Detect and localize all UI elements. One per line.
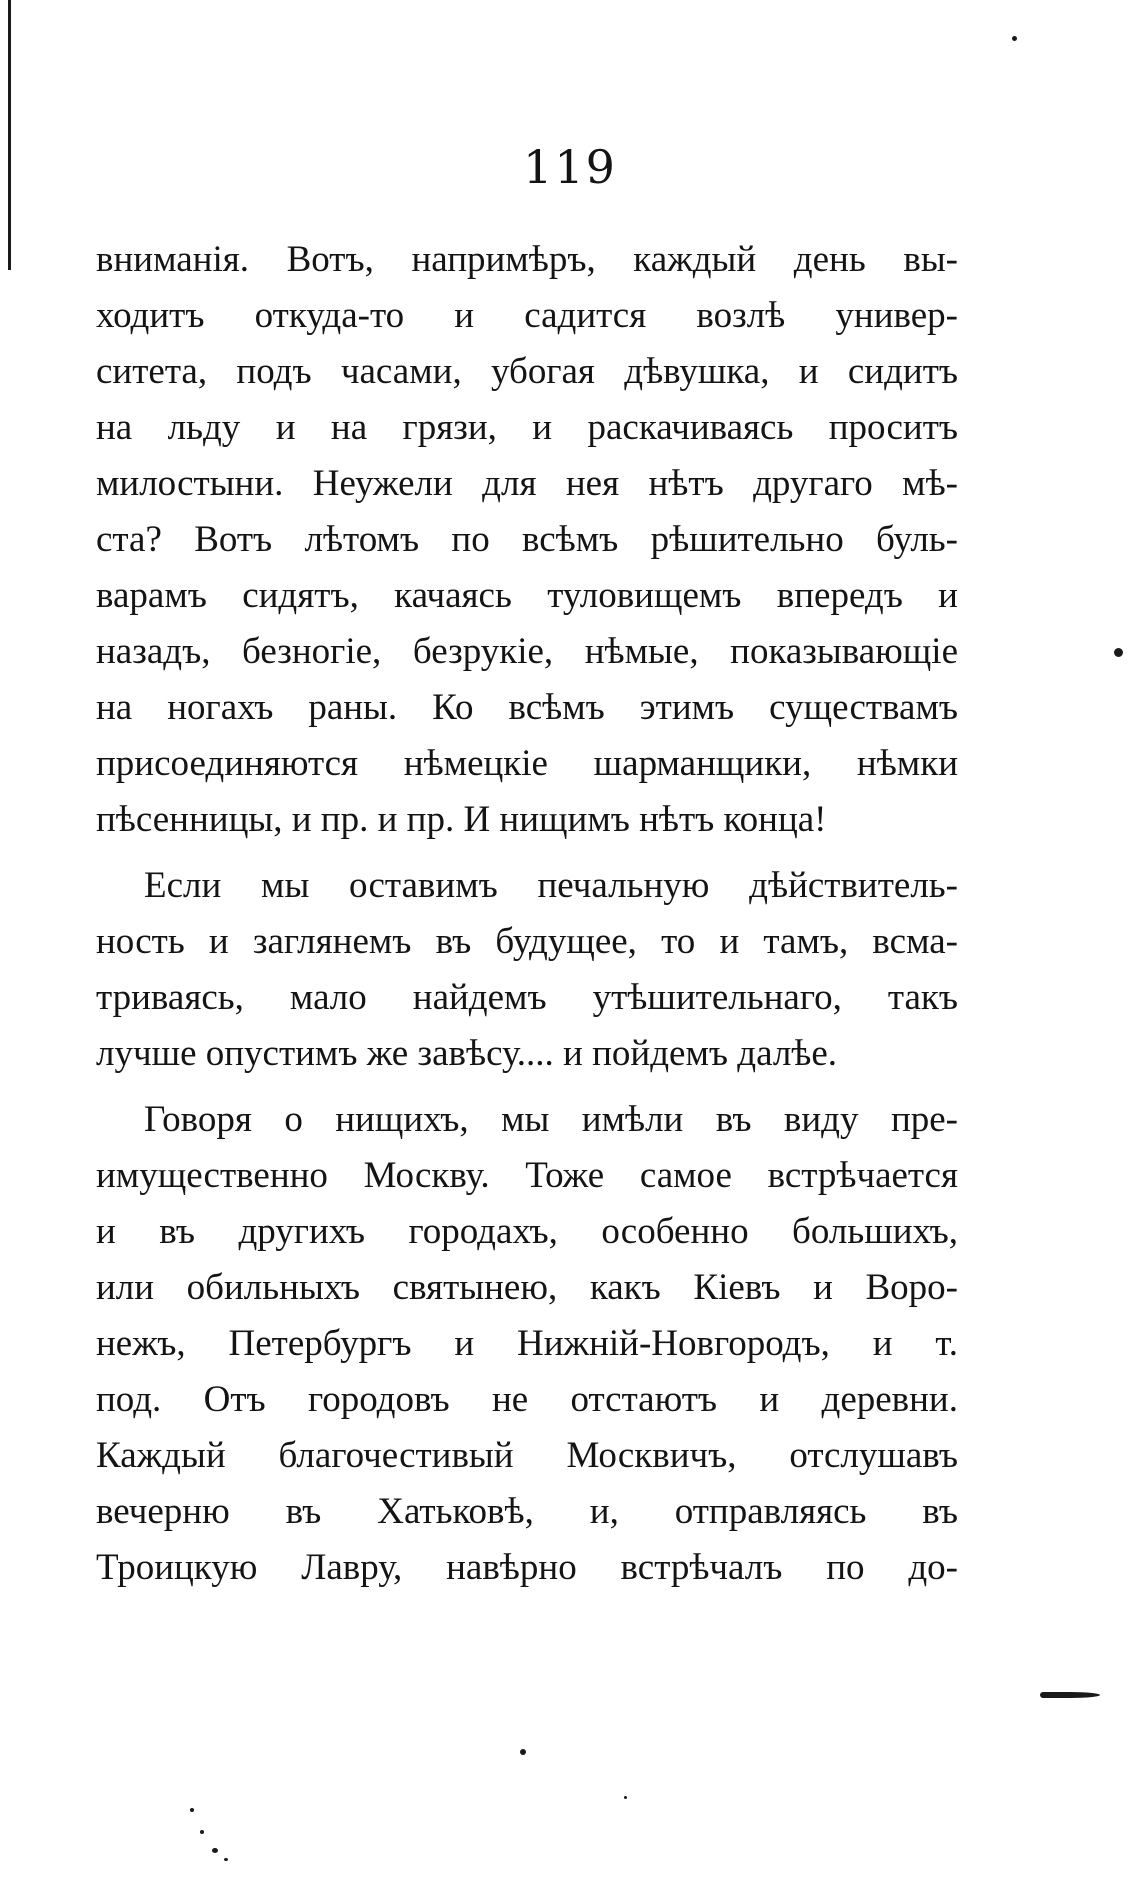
text-line: имущественно Москву. Тоже самое встрѣчается <box>96 1155 958 1196</box>
text-line: Троицкую Лавру, навѣрно встрѣчалъ по до- <box>96 1547 958 1588</box>
text-line: варамъ сидятъ, качаясь туловищемъ впередъ и <box>96 575 958 616</box>
paragraph-gap <box>96 1082 958 1092</box>
text-line: ста? Вотъ лѣтомъ по всѣмъ рѣшительно буль- <box>96 519 958 560</box>
ink-speck <box>212 1848 218 1853</box>
text-line: лучше опустимъ же завѣсу.... и пойдемъ далѣе. <box>96 1033 838 1074</box>
text-line: Каждый благочестивый Москвичъ, отслушавъ <box>96 1435 958 1476</box>
page-edge-rule <box>8 0 11 270</box>
text-line: или обильныхъ святынею, какъ Кіевъ и Воро- <box>96 1267 958 1308</box>
text-line: пѣсенницы, и пр. и пр. И нищимъ нѣтъ конца! <box>96 799 827 840</box>
text-line: ность и заглянемъ въ будущее, то и тамъ, всма- <box>96 921 958 962</box>
body-text <box>96 232 958 1596</box>
text-line: Если мы оставимъ печальную дѣйствитель- <box>144 865 958 906</box>
text-line: присоединяются нѣмецкіе шарманщики, нѣмки <box>96 743 958 784</box>
ink-speck <box>200 1830 204 1834</box>
text-line: назадъ, безногіе, безрукіе, нѣмые, показывающіе <box>96 631 958 672</box>
text-line: ходитъ откуда-то и садится возлѣ универ- <box>96 295 958 336</box>
text-line: и въ другихъ городахъ, особенно большихъ, <box>96 1211 958 1252</box>
ink-dash-mark <box>1040 1692 1100 1698</box>
text-line: ситета, подъ часами, убогая дѣвушка, и сидитъ <box>96 351 958 392</box>
page-number: 119 <box>523 140 617 194</box>
text-line: вниманія. Вотъ, напримѣръ, каждый день вы- <box>96 239 958 280</box>
ink-speck <box>224 1858 228 1861</box>
text-line: Говоря о нищихъ, мы имѣли въ виду пре- <box>144 1099 958 1140</box>
text-line: на льду и на грязи, и раскачиваясь проситъ <box>96 407 958 448</box>
ink-speck <box>1012 36 1017 41</box>
text-line: нежъ, Петербургъ и Нижній-Новгородъ, и т. <box>96 1323 958 1364</box>
text-line: триваясь, мало найдемъ утѣшительнаго, такъ <box>96 977 958 1018</box>
ink-speck <box>520 1749 526 1755</box>
paragraph-gap <box>96 848 958 858</box>
text-line: под. Отъ городовъ не отстаютъ и деревни. <box>96 1379 958 1420</box>
ink-speck <box>190 1808 194 1812</box>
text-line: на ногахъ раны. Ко всѣмъ этимъ существамъ <box>96 687 958 728</box>
ink-speck <box>1114 648 1123 657</box>
text-line: милостыни. Неужели для нея нѣтъ другаго мѣ- <box>96 463 958 504</box>
ink-speck <box>624 1796 627 1799</box>
text-line: вечерню въ Хатьковѣ, и, отправляясь въ <box>96 1491 958 1532</box>
